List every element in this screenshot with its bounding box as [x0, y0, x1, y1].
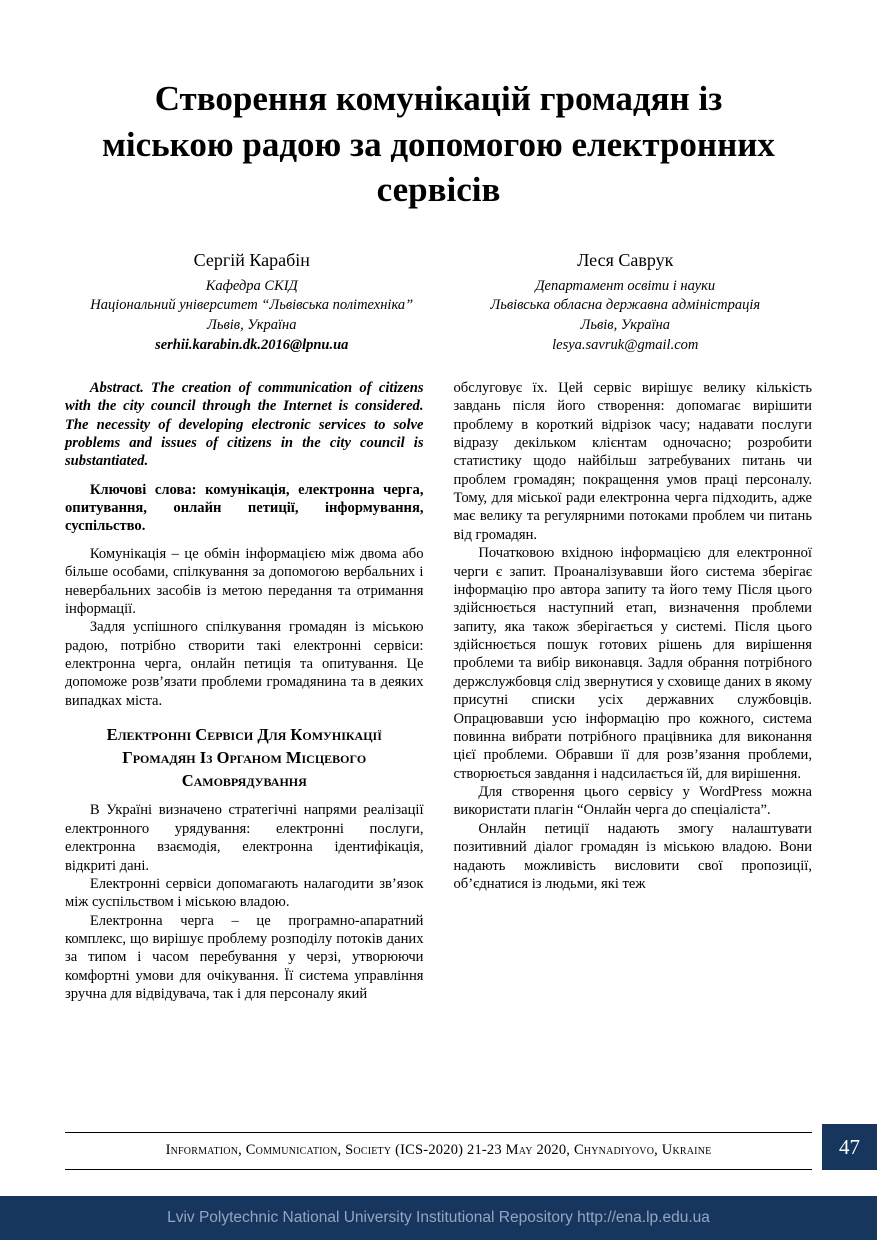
author-name: Сергій Карабін — [193, 249, 310, 270]
right-column — [454, 379, 813, 1004]
author-block — [65, 249, 812, 355]
author-affiliation-line: Львів, Україна — [207, 316, 297, 333]
body-paragraph: Задля успішного спілкування громадян із міською радою, потрібно створити такі електронні сервіси: електронна черга, онлайн петиція та опитування. Це допоможе розв’язати проблеми громадянина та в деяких випадках міста. — [65, 619, 424, 709]
page-title — [65, 76, 812, 213]
left-column — [65, 379, 424, 1004]
author-affiliation-line: Кафедра СКІД — [205, 278, 298, 295]
title-line: Створення комунікацій громадян із — [154, 79, 723, 118]
author-affiliation-line: Національний університет “Львівська політехніка” — [90, 297, 414, 314]
page-content — [65, 0, 812, 1004]
body-paragraph: В Україні визначено стратегічні напрями реалізації електронного урядування: електронні послуги, електронна взаємодія, електронна ідентифікація, відкриті дані. — [65, 802, 424, 874]
author-2 — [439, 249, 813, 355]
body-paragraph: Електронна черга – це програмно-апаратний комплекс, що вирішує проблему розподілу потоків даних за типом і часом перебування у черзі, утворюючи комфортні умови для очікування. Її система управління зручна для відвідувача, так і для персоналу який — [65, 912, 424, 1003]
keywords-paragraph: Ключові слова: комунікація, електронна черга, опитування, онлайн петиції, інформування, суспільство. — [65, 481, 424, 535]
abstract-paragraph: Abstract. The creation of communication of citizens with the city council through the Internet is considered. The necessity of developing electronic services to solve problems and issues of citizens in the city council is substantiated. — [65, 379, 424, 470]
page-number-badge: 47 — [822, 1124, 877, 1170]
author-email-link[interactable]: serhii.karabin.dk.2016@lpnu.ua — [155, 336, 349, 353]
repository-banner-link[interactable]: Lviv Polytechnic National University Institutional Repository http://ena.lp.edu.ua — [0, 1196, 877, 1240]
title-line: сервісів — [376, 170, 501, 209]
body-paragraph: Для створення цього сервісу у WordPress можна використати плагін “Онлайн черга до спеціаліста”. — [453, 784, 812, 819]
author-affiliation-line: Департамент освіти і науки — [535, 278, 716, 295]
body-paragraph: Онлайн петиції надають змогу налаштувати позитивний діалог громадян із міською владою. Вони надають можливість висловити свої пропозиції, об’єднатися із людьми, які теж — [453, 820, 812, 892]
title-line: міською радою за допомогою електронних — [102, 124, 775, 164]
body-paragraph: Початковою вхідною інформацією для електронної черги є запит. Проаналізувавши його система зберігає інформацію про автора запиту та його тему Після цього здійснюється наступний етап, визначення проблеми запиту, яка також зберігається у системі. Після цього здійснюється пошук готових рішень для вирішення проблеми та вибір виконавця. Задля обрання потрібного держслужбовця слід звернутися у сховище даних в якому присутні списки усіх державних службовців. Опрацювавши усю інформацію про кожного, система повинна вибрати потрібного працівника для виконання цієї проблеми. Обравши її для розв’язання проблеми, створюється завдання і надсилається їй, для вирішення. — [453, 545, 812, 782]
body-paragraph: обслуговує їх. Цей сервіс вирішує велику кількість завдань після його створення: допомагає вирішити проблему в короткий відрізок часу; надавати послуги відразу декільком клієнтам одночасно; розробити статистику щодо найбільш затребуваних питань чи проблем громадян; покращення умов праці персоналу. Тому, для міської ради електронна черга підходить, адже має велику та регулярними потоками проблем чи питань від громадян. — [453, 379, 812, 543]
body-paragraph: Комунікація – це обмін інформацією між двома або більше особами, спілкування за допомогою вербальних і невербальних засобів із метою передання та отримання інформації. — [65, 545, 424, 617]
author-affiliation-line: Львів, Україна — [580, 316, 670, 333]
author-affiliation-line: Львівська обласна державна адміністрація — [490, 297, 761, 314]
conference-footer-line: Information, Communication, Society (ICS-2020) 21-23 May 2020, Chynadiyovo, Ukraine — [65, 1132, 812, 1170]
author-name: Леся Саврук — [577, 249, 674, 270]
body-paragraph: Електронні сервіси допомагають налагодити зв’язок між суспільством і міською владою. — [65, 875, 424, 911]
section-heading: Електронні Сервіси Для Комунікації Громадян Із Органом Місцевого Самоврядування — [106, 725, 382, 791]
author-1 — [65, 249, 439, 355]
article-body — [65, 379, 812, 1004]
author-email-link[interactable]: lesya.savruk@gmail.com — [552, 336, 699, 353]
